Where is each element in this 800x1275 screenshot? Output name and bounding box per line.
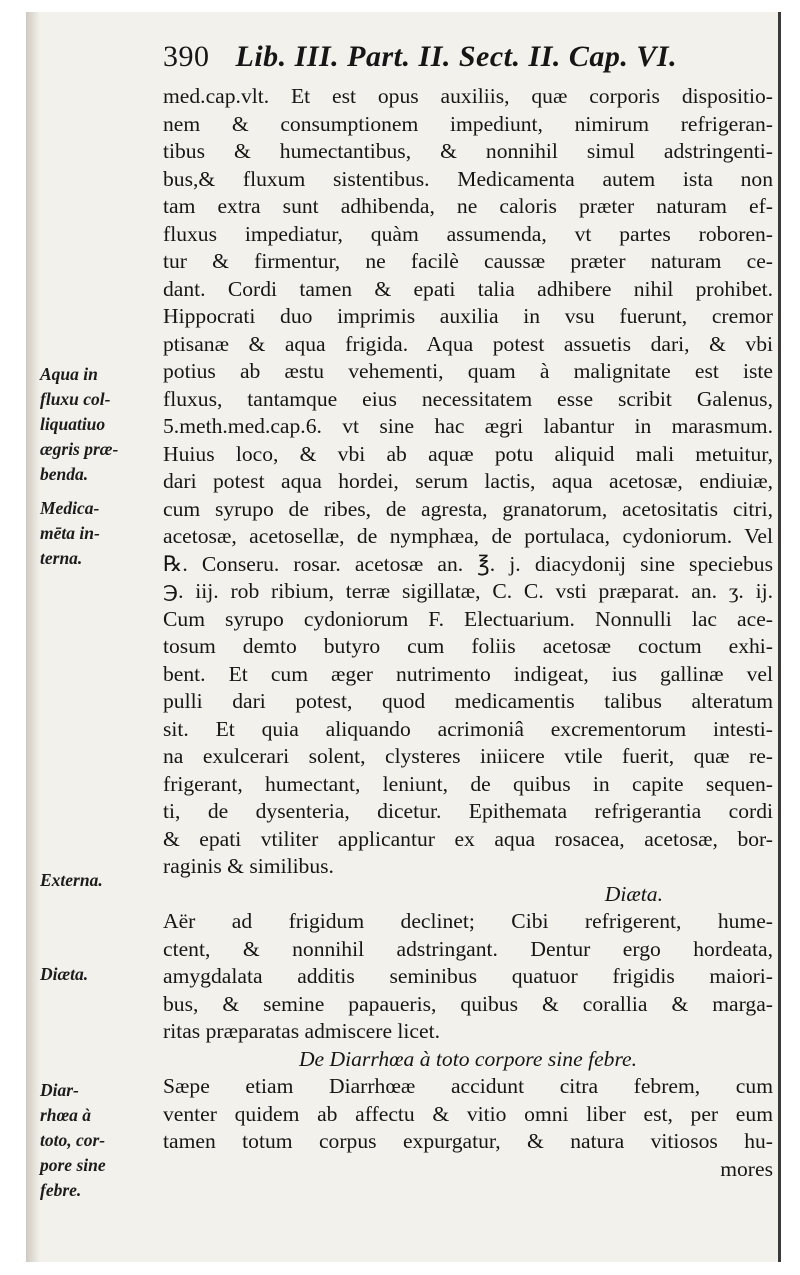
margin-note-line: Diar-	[40, 1080, 79, 1100]
text-line: amygdalata additis seminibus quatuor frigidis maiori-	[163, 964, 773, 988]
text-line: na exulcerari solent, clysteres iniicere vtile fuerit, quæ re-	[163, 744, 773, 768]
margin-note-externa	[40, 868, 158, 893]
text-line: venter quidem ab affectu & vitio omni liber est, per eum	[163, 1101, 773, 1126]
text-line: tam extra sunt adhibenda, ne caloris præter naturam ef-	[163, 194, 773, 218]
text-line: nem & consumptionem impediunt, nimirum refrigeran-	[163, 111, 773, 136]
text-line: ptisanæ & aqua frigida. Aqua potest assuetis dari, & vbi	[163, 331, 773, 356]
margin-note-line: febre.	[40, 1180, 82, 1200]
catchword: mores	[720, 1156, 773, 1181]
text-line: acetosæ, acetosellæ, de nymphæa, de portulaca, cydoniorum. Vel	[163, 524, 773, 548]
main-text-block	[163, 83, 773, 1183]
text-line: frigerant, humectant, leniunt, de quibus in capite sequen-	[163, 771, 773, 796]
margin-note-diaeta	[40, 962, 158, 987]
margin-note-diarrhoea	[40, 1078, 158, 1203]
text-line: ctent, & nonnihil adstringant. Dentur ergo hordeata,	[163, 936, 773, 961]
text-line: ti, de dysenteria, dicetur. Epithemata refrigerantia cordi	[163, 799, 773, 823]
text-line: & epati vtiliter applicantur ex aqua rosacea, acetosæ, bor-	[163, 826, 773, 851]
text-line: ritas præparatas admiscere licet.	[163, 1019, 440, 1043]
text-line: Aër ad frigidum declinet; Cibi refrigerent, hume-	[163, 909, 773, 933]
text-line: sit. Et quia aliquando acrimoniâ excrementorum intesti-	[163, 716, 773, 741]
text-line: tur & firmentur, ne facilè caussæ præter naturam ce-	[163, 249, 773, 273]
margin-note-line: Aqua in	[40, 364, 98, 384]
text-line: med.cap.vlt. Et est opus auxiliis, quæ corporis dispositio-	[163, 84, 773, 108]
margin-note-line: liquatiuo	[40, 414, 106, 434]
text-line: Hippocrati duo imprimis auxilia in vsu fuerunt, cremor	[163, 304, 773, 328]
margin-note-line: Externa.	[40, 870, 103, 890]
text-line: fluxus impediatur, quàm assumenda, vt partes roboren-	[163, 221, 773, 246]
text-line: raginis & similibus.	[163, 854, 334, 878]
running-header	[163, 40, 743, 74]
text-line: ℈. iij. rob ribium, terræ sigillatæ, C. C. vsti præparat. an. ʒ. ij.	[163, 579, 773, 603]
margin-note-line: fluxu col-	[40, 389, 111, 409]
margin-note-line: Diæta.	[40, 964, 89, 984]
text-line: Sæpe etiam Diarrhœæ accidunt citra febrem, cum	[163, 1074, 773, 1098]
margin-note-aqua	[40, 362, 158, 487]
gutter-shadow	[26, 12, 40, 1262]
text-line: bus,& fluxum sistentibus. Medicamenta autem ista non	[163, 166, 773, 191]
margin-note-line: Medica-	[40, 498, 100, 518]
page-number: 390	[163, 40, 210, 73]
text-line: dant. Cordi tamen & epati talia adhibere nihil prohibet.	[163, 276, 773, 301]
margin-note-line: toto, cor-	[40, 1130, 106, 1150]
margin-note-line: terna.	[40, 548, 83, 568]
diaeta-heading: Diæta.	[604, 881, 663, 906]
paragraph-diaeta	[163, 908, 773, 1046]
text-line: 5.meth.med.cap.6. vt sine hac ægri labantur in marasmum.	[163, 414, 773, 438]
text-line: Cum syrupo cydoniorum F. Electuarium. Nonnulli lac ace-	[163, 606, 773, 631]
margin-note-medicamenta	[40, 496, 158, 571]
margin-note-line: rhœa à	[40, 1105, 92, 1125]
text-line: cum syrupo de ribes, de agresta, granatorum, acetositatis citri,	[163, 496, 773, 521]
text-line: Huius loco, & vbi ab aquæ potu aliquid mali metuitur,	[163, 441, 773, 466]
text-line: tibus & humectantibus, & nonnihil simul adstringenti-	[163, 139, 773, 163]
margin-note-line: pore sine	[40, 1155, 106, 1175]
text-line: tamen totum corpus expurgatur, & natura vitiosos hu-	[163, 1129, 773, 1153]
text-line: tosum demto butyro cum foliis acetosæ coctum exhi-	[163, 634, 773, 658]
text-line: potius ab æstu vehementi, quam à malignitate est iste	[163, 359, 773, 383]
paragraph-diarrhoea	[163, 1073, 773, 1156]
text-line: dari potest aqua hordei, serum lactis, aqua acetosæ, endiuiæ,	[163, 469, 773, 493]
margin-note-line: ægris præ-	[40, 439, 119, 459]
section-heading: De Diarrhœa à toto corpore sine febre.	[298, 1046, 638, 1071]
text-line: ℞. Conseru. rosar. acetosæ an. ℥. j. diacydonij sine speciebus	[163, 551, 773, 576]
margin-note-line: mēta in-	[40, 523, 100, 543]
text-line: bus, & semine papaueris, quibus & corallia & marga-	[163, 991, 773, 1016]
running-title: Lib. III. Part. II. Sect. II. Cap. VI.	[235, 40, 678, 73]
text-line: pulli dari potest, quod medicamentis talibus alteratum	[163, 689, 773, 713]
paragraph-main	[163, 83, 773, 881]
text-line: bent. Et cum æger nutrimento indigeat, ius gallinæ vel	[163, 661, 773, 686]
margin-note-line: benda.	[40, 464, 89, 484]
text-line: fluxus, tantamque eius necessitatem esse scribit Galenus,	[163, 386, 773, 411]
